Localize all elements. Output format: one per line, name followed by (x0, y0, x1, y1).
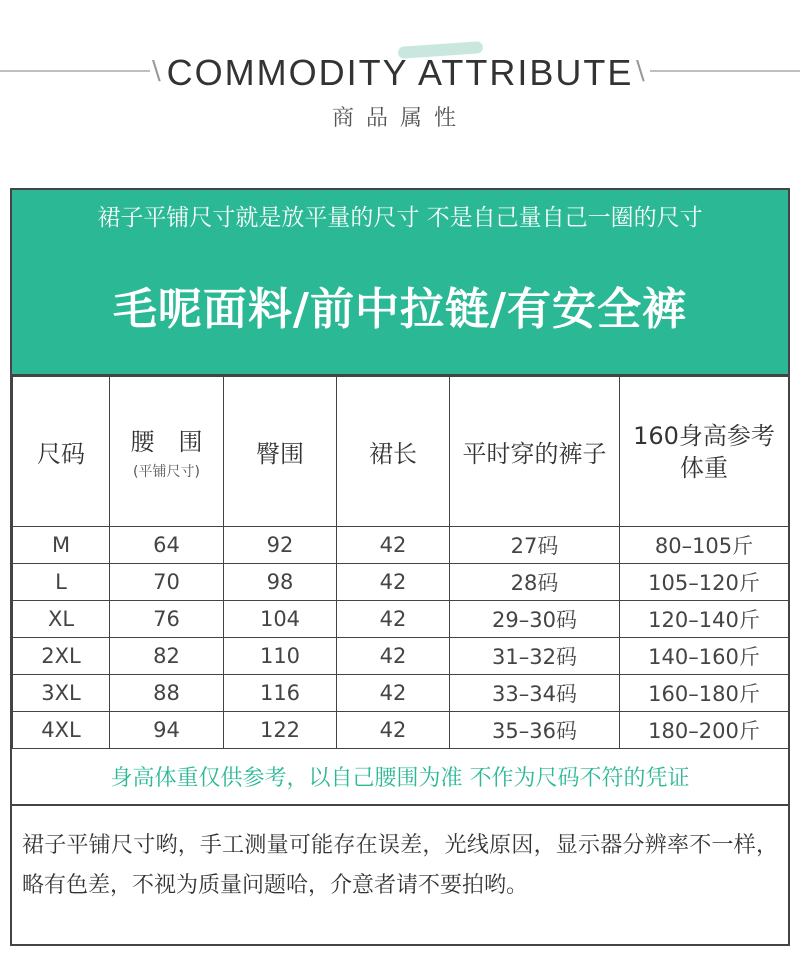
cell-length: 42 (337, 527, 450, 564)
cell-pants: 29–30码 (450, 601, 620, 638)
measurement-disclaimer: 裙子平铺尺寸哟，手工测量可能存在误差，光线原因，显示器分辨率不一样，略有色差，不视为质量问题哈，介意者请不要拍哟。 (22, 833, 778, 898)
cell-size: M (13, 527, 110, 564)
cell-hip: 122 (224, 712, 337, 749)
cell-waist: 82 (110, 638, 224, 675)
header-size: 尺码 (13, 377, 110, 527)
cell-pants: 28码 (450, 564, 620, 601)
header-title: COMMODITY ATTRIBUTE (166, 52, 634, 93)
header-slash-right: \ (636, 56, 645, 86)
cell-length: 42 (337, 564, 450, 601)
table-row (13, 564, 789, 601)
table-row (13, 638, 789, 675)
cell-waist: 76 (110, 601, 224, 638)
cell-length: 42 (337, 675, 450, 712)
cell-hip: 110 (224, 638, 337, 675)
cell-pants: 33–34码 (450, 675, 620, 712)
cell-waist: 88 (110, 675, 224, 712)
size-table (12, 376, 789, 749)
cell-pants: 35–36码 (450, 712, 620, 749)
table-row (13, 527, 789, 564)
cell-pants: 27码 (450, 527, 620, 564)
cell-length: 42 (337, 712, 450, 749)
cell-waist: 70 (110, 564, 224, 601)
cell-hip: 116 (224, 675, 337, 712)
cell-size: L (13, 564, 110, 601)
cell-length: 42 (337, 638, 450, 675)
table-row (13, 712, 789, 749)
size-chart-panel (10, 188, 790, 946)
flat-measure-notice: 裙子平铺尺寸就是放平量的尺寸 不是自己量自己一圈的尺寸 (12, 190, 788, 247)
cell-waist: 64 (110, 527, 224, 564)
header-hip: 臀围 (224, 377, 337, 527)
cell-weight: 160–180斤 (620, 675, 789, 712)
cell-hip: 98 (224, 564, 337, 601)
cell-size: 4XL (13, 712, 110, 749)
header-subtitle: 商品属性 (331, 106, 468, 131)
cell-weight: 120–140斤 (620, 601, 789, 638)
table-row (13, 601, 789, 638)
cell-length: 42 (337, 601, 450, 638)
table-row (13, 675, 789, 712)
header-length: 裙长 (337, 377, 450, 527)
cell-size: 2XL (13, 638, 110, 675)
cell-hip: 104 (224, 601, 337, 638)
cell-size: 3XL (13, 675, 110, 712)
header-waist: 腰 围 (平铺尺寸) (110, 377, 224, 527)
cell-weight: 180–200斤 (620, 712, 789, 749)
cell-weight: 105–120斤 (620, 564, 789, 601)
cell-pants: 31–32码 (450, 638, 620, 675)
feature-banner: 毛呢面料/前中拉链/有安全裤 (12, 246, 788, 376)
cell-weight: 80–105斤 (620, 527, 789, 564)
cell-size: XL (13, 601, 110, 638)
header-slash-left: \ (152, 56, 161, 86)
header-pants: 平时穿的裤子 (450, 377, 620, 527)
header-waist-note: (平铺尺寸) (133, 464, 200, 480)
cell-hip: 92 (224, 527, 337, 564)
size-table-header-row (13, 377, 789, 527)
cell-weight: 140–160斤 (620, 638, 789, 675)
cell-waist: 94 (110, 712, 224, 749)
header-weight: 160身高参考体重 (620, 377, 789, 527)
reference-note: 身高体重仅供参考，以自己腰围为准 不作为尺码不符的凭证 (12, 754, 788, 806)
